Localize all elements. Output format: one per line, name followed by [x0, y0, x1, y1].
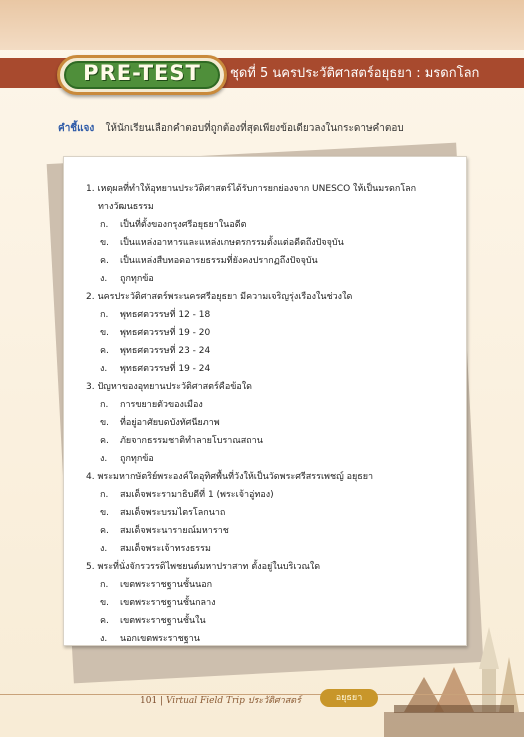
question: [86, 288, 436, 378]
option: [86, 414, 436, 432]
option-letter: ก.: [100, 220, 109, 230]
question-text: 2. นครประวัติศาสตร์พระนครศรีอยุธยา มีความเจริญรุ่งเรืองในช่วงใด: [86, 292, 353, 302]
option: [86, 216, 436, 234]
question: [86, 468, 436, 558]
option-letter: ข.: [100, 418, 110, 428]
option-letter: ค.: [100, 616, 109, 626]
option-text: ถูกทุกข้อ: [120, 454, 154, 464]
option-text: เขตพระราชฐานชั้นใน: [120, 616, 206, 626]
option: [86, 576, 436, 594]
option-text: เป็นที่ตั้งของกรุงศรีอยุธยาในอดีต: [120, 220, 247, 230]
question: [86, 180, 436, 288]
question-text-cont: ทางวัฒนธรรม: [98, 202, 154, 212]
option: [86, 432, 436, 450]
option-letter: ค.: [100, 526, 109, 536]
option-letter: ง.: [100, 544, 108, 554]
option-text: สมเด็จพระเจ้าทรงธรรม: [120, 544, 211, 554]
option-text: พุทธศตวรรษที่ 19 - 20: [120, 328, 211, 338]
option-text: ที่อยู่อาศัยบดบังทัศนียภาพ: [120, 418, 220, 428]
temple-illustration: [384, 617, 524, 737]
option-letter: ง.: [100, 634, 108, 644]
top-band: [0, 0, 524, 50]
header-title: ชุดที่ 5 นครประวัติศาสตร์อยุธยา : มรดกโลก: [230, 66, 480, 81]
option: [86, 396, 436, 414]
question-list: [86, 180, 436, 648]
option: [86, 504, 436, 522]
option-text: นอกเขตพระราชฐาน: [120, 634, 200, 644]
option: [86, 540, 436, 558]
option: [86, 450, 436, 468]
option-text: การขยายตัวของเมือง: [120, 400, 203, 410]
option-text: สมเด็จพระรามาธิบดีที่ 1 (พระเจ้าอู่ทอง): [120, 490, 274, 500]
option: [86, 522, 436, 540]
option-text: สมเด็จพระบรมไตรโลกนาถ: [120, 508, 226, 518]
option-letter: ง.: [100, 454, 108, 464]
instruction: [58, 121, 404, 136]
option-letter: ค.: [100, 256, 109, 266]
option-letter: ก.: [100, 400, 109, 410]
option: [86, 270, 436, 288]
option: [86, 486, 436, 504]
option-letter: ก.: [100, 490, 109, 500]
option: [86, 594, 436, 612]
footer-tag: อยุธยา: [320, 689, 378, 707]
option: [86, 234, 436, 252]
pre-test-badge: [57, 55, 227, 95]
option-text: ถูกทุกข้อ: [120, 274, 154, 284]
option-text: ภัยจากธรรมชาติทำลายโบราณสถาน: [120, 436, 263, 446]
option-text: พุทธศตวรรษที่ 23 - 24: [120, 346, 211, 356]
option-text: เขตพระราชฐานชั้นกลาง: [120, 598, 216, 608]
option: [86, 306, 436, 324]
option-letter: ง.: [100, 274, 108, 284]
question: [86, 378, 436, 468]
badge-text: PRE-TEST: [83, 61, 201, 85]
option: [86, 342, 436, 360]
option-letter: ง.: [100, 364, 108, 374]
option-text: เป็นแหล่งอาหารและแหล่งเกษตรกรรมตั้งแต่อดีตถึงปัจจุบัน: [120, 238, 344, 248]
question-text: 1. เหตุผลที่ทำให้อุทยานประวัติศาสตร์ได้รับการยกย่องจาก UNESCO ให้เป็นมรดกโลก: [86, 184, 417, 194]
instruction-text: ให้นักเรียนเลือกคำตอบที่ถูกต้องที่สุดเพียงข้อเดียวลงในกระดาษคำตอบ: [105, 123, 404, 134]
option-text: พุทธศตวรรษที่ 12 - 18: [120, 310, 211, 320]
footer: 101 | Virtual Field Trip ประวัติศาสตร์: [140, 696, 301, 706]
series-title: Virtual Field Trip ประวัติศาสตร์: [165, 696, 301, 706]
option-text: เป็นแหล่งสืบทอดอารยธรรมที่ยังคงปรากฏถึงปัจจุบัน: [120, 256, 318, 266]
page-number: 101: [140, 696, 158, 706]
question-text: 4. พระมหากษัตริย์พระองค์ใดอุทิศพื้นที่วังให้เป็นวัดพระศรีสรรเพชญ์ อยุธยา: [86, 472, 374, 482]
option-letter: ข.: [100, 328, 110, 338]
option-text: สมเด็จพระนารายณ์มหาราช: [120, 526, 229, 536]
option-letter: ก.: [100, 310, 109, 320]
question-text: 3. ปัญหาของอุทยานประวัติศาสตร์คือข้อใด: [86, 382, 253, 392]
option-letter: ข.: [100, 508, 110, 518]
instruction-label: คำชี้แจง: [58, 123, 95, 134]
option-letter: ค.: [100, 436, 109, 446]
option: [86, 252, 436, 270]
option: [86, 360, 436, 378]
option-letter: ข.: [100, 598, 110, 608]
option-letter: ค.: [100, 346, 109, 356]
option-letter: ก.: [100, 580, 109, 590]
question-text: 5. พระที่นั่งจักรวรรดิไพชยนต์มหาปราสาท ตั้งอยู่ในบริเวณใด: [86, 562, 321, 572]
option-letter: ข.: [100, 238, 110, 248]
option: [86, 324, 436, 342]
option-text: พุทธศตวรรษที่ 19 - 24: [120, 364, 211, 374]
option-text: เขตพระราชฐานชั้นนอก: [120, 580, 213, 590]
